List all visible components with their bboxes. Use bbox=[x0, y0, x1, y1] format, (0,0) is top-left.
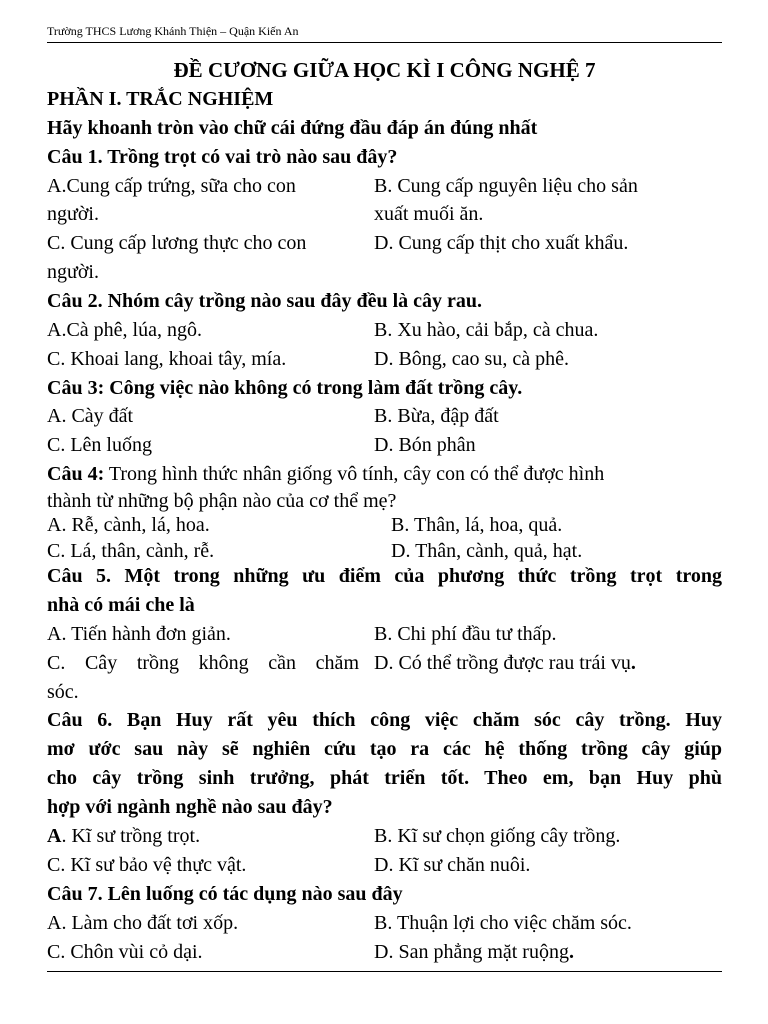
q7-option-c: C. Chôn vùi cỏ dại. bbox=[47, 941, 203, 963]
q3-option-b: B. Bừa, đập đất bbox=[374, 405, 499, 427]
q4-question-line1 bbox=[47, 460, 604, 489]
section-heading: PHẦN I. TRẮC NGHIỆM bbox=[47, 88, 274, 110]
q2-option-d: D. Bông, cao su, cà phê. bbox=[374, 348, 569, 370]
q6-option-b: B. Kĩ sư chọn giống cây trồng. bbox=[374, 825, 621, 847]
q6-option-a bbox=[47, 822, 200, 851]
q4-option-c: C. Lá, thân, cành, rễ. bbox=[47, 540, 215, 562]
q5-option-b: B. Chi phí đầu tư thấp. bbox=[374, 623, 557, 645]
q5-option-a: A. Tiến hành đơn giản. bbox=[47, 623, 231, 645]
q5-question-line2: nhà có mái che là bbox=[47, 594, 195, 616]
q1-option-a-line2: người. bbox=[47, 203, 99, 225]
q6-question-line1: Câu 6. Bạn Huy rất yêu thích công việc chăm sóc cây trồng. Huy bbox=[47, 709, 722, 731]
q7-option-d-text: D. San phẳng mặt ruộng bbox=[374, 941, 569, 963]
q4-option-b: B. Thân, lá, hoa, quả. bbox=[391, 514, 563, 536]
q6-option-a-text: . Kĩ sư trồng trọt. bbox=[61, 825, 201, 847]
q6-option-d: D. Kĩ sư chăn nuôi. bbox=[374, 854, 531, 876]
q5-option-c-line2: sóc. bbox=[47, 681, 79, 703]
q1-option-b-line1: B. Cung cấp nguyên liệu cho sản bbox=[374, 175, 638, 197]
q6-question-line4: hợp với ngành nghề nào sau đây? bbox=[47, 796, 333, 818]
q2-option-b: B. Xu hào, cải bắp, cà chua. bbox=[374, 319, 599, 341]
q1-option-c-line1: C. Cung cấp lương thực cho con bbox=[47, 232, 307, 254]
q5-question-line1: Câu 5. Một trong những ưu điểm của phương thức trồng trọt trong bbox=[47, 565, 722, 587]
header-divider bbox=[47, 42, 722, 43]
q2-option-c: C. Khoai lang, khoai tây, mía. bbox=[47, 348, 287, 370]
q4-question-text: Trong hình thức nhân giống vô tính, cây con có thể được hình bbox=[104, 463, 605, 485]
q7-option-d-end: . bbox=[568, 941, 574, 963]
q5-option-d-text: D. Có thể trồng được rau trái vụ bbox=[374, 652, 631, 674]
q6-option-a-letter: A bbox=[47, 825, 62, 847]
q6-question-line2: mơ ước sau này sẽ nghiên cứu tạo ra các hệ thống trồng cây giúp bbox=[47, 738, 722, 760]
q3-option-c: C. Lên luống bbox=[47, 434, 152, 456]
q6-question-line3: cho cây trồng sinh trưởng, phát triển tốt. Theo em, bạn Huy phù bbox=[47, 767, 722, 789]
q2-option-a: A.Cà phê, lúa, ngô. bbox=[47, 319, 202, 341]
footer-divider bbox=[47, 971, 722, 972]
instruction: Hãy khoanh tròn vào chữ cái đứng đầu đáp án đúng nhất bbox=[47, 117, 538, 139]
q3-question: Câu 3: Công việc nào không có trong làm đất trồng cây. bbox=[47, 377, 523, 399]
q4-option-a: A. Rễ, cành, lá, hoa. bbox=[47, 514, 210, 536]
q1-question: Câu 1. Trồng trọt có vai trò nào sau đây? bbox=[47, 146, 398, 168]
q7-question: Câu 7. Lên luống có tác dụng nào sau đây bbox=[47, 883, 403, 905]
q5-option-d bbox=[374, 649, 636, 678]
q4-label: Câu 4: bbox=[47, 463, 105, 485]
q5-option-d-end: . bbox=[630, 652, 636, 674]
q1-option-d: D. Cung cấp thịt cho xuất khẩu. bbox=[374, 232, 629, 254]
school-header: Trường THCS Lương Khánh Thiện – Quận Kiến An bbox=[47, 24, 299, 38]
q1-option-c-line2: người. bbox=[47, 261, 99, 283]
q6-option-c: C. Kĩ sư bảo vệ thực vật. bbox=[47, 854, 247, 876]
q7-option-d bbox=[374, 938, 574, 967]
document-title: ĐỀ CƯƠNG GIỮA HỌC KÌ I CÔNG NGHỆ 7 bbox=[173, 58, 596, 82]
q1-option-a-line1: A.Cung cấp trứng, sữa cho con bbox=[47, 175, 296, 197]
q7-option-b: B. Thuận lợi cho việc chăm sóc. bbox=[374, 912, 632, 934]
q3-option-a: A. Cày đất bbox=[47, 405, 134, 427]
q1-option-b-line2: xuất muối ăn. bbox=[374, 203, 484, 225]
q2-question: Câu 2. Nhóm cây trồng nào sau đây đều là cây rau. bbox=[47, 290, 483, 312]
q3-option-d: D. Bón phân bbox=[374, 434, 476, 456]
q4-option-d: D. Thân, cành, quả, hạt. bbox=[391, 540, 583, 562]
q5-option-c-line1: C. Cây trồng không cần chăm bbox=[47, 652, 359, 674]
q4-question-line2: thành từ những bộ phận nào của cơ thể mẹ? bbox=[47, 490, 397, 512]
q7-option-a: A. Làm cho đất tơi xốp. bbox=[47, 912, 239, 934]
